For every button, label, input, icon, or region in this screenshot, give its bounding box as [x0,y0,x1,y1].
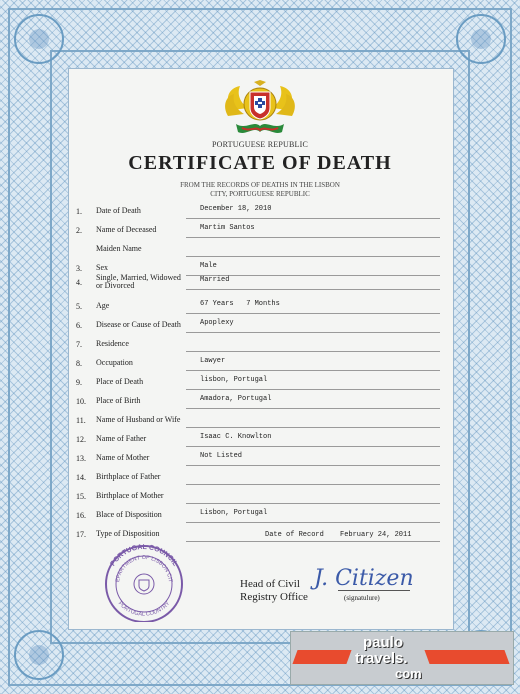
field-number: 17. [76,530,86,539]
site-watermark [290,631,514,685]
seal-bottom-text: PORTUGAL COUNTRY [116,600,172,618]
field-underline [186,446,440,447]
field-label: Sex [96,263,108,272]
field-label: Residence [96,339,129,348]
field-underline [186,289,440,290]
field-underline [186,389,440,390]
field-number: 12. [76,435,86,444]
field-number: 8. [76,359,82,368]
signature-line [338,590,410,591]
field-row [76,433,440,449]
field-value: 67 Years 7 Months [200,300,280,308]
field-value: lisbon, Portugal [200,376,268,384]
watermark-text-2: travels. [355,650,408,667]
page-title: CERTIFICATE OF DEATH [128,152,392,174]
field-row [76,357,440,373]
field-label: Maiden Name [96,244,142,253]
field-number: 10. [76,397,86,406]
field-label: Disease or Cause of Death [96,320,181,329]
corner-ornament-bottom-left [14,630,64,680]
watermark-text-1: paulo [363,634,403,651]
svg-text:PORTUGAL COUNTRY [117,600,172,617]
field-label: Name of Father [96,434,147,443]
field-value: Not Listed [200,452,243,460]
coat-of-arms-icon [218,80,302,140]
field-number: 2. [76,226,82,235]
field-label: Birthplace of Mother [96,491,164,500]
watermark-text-3: com [395,666,422,681]
field-row [76,376,440,392]
field-underline [186,503,440,504]
field-label: Name of Husband or Wife [96,415,181,424]
field-row [76,509,440,525]
watermark-stripe-right [424,650,509,664]
field-row [76,273,440,292]
field-underline [186,351,440,352]
field-number: 1. [76,207,82,216]
field-row [76,395,440,411]
field-number: 7. [76,340,82,349]
field-label: Age [96,301,110,310]
registrar-signature: J. Citizen [314,566,414,591]
field-label: Place of Birth [96,396,141,405]
field-underline [186,237,440,238]
field-value: Apoplexy [200,319,234,327]
field-underline [186,408,440,409]
field-row [76,414,440,430]
records-source-line-2: CITY, PORTUGUESE REPUBLIC [210,190,310,198]
signature-caption: (signatulure) [344,594,380,602]
field-number: 14. [76,473,86,482]
official-seal-stamp [95,542,193,622]
field-underline [186,522,440,523]
field-number: 9. [76,378,82,387]
field-number: 15. [76,492,86,501]
field-row [76,452,440,468]
field-underline [186,313,440,314]
field-underline [186,484,440,485]
field-underline [186,465,440,466]
field-underline [186,218,440,219]
field-value: December 18, 2010 [200,205,272,213]
field-value: Lawyer [200,357,226,365]
seal-middle-text: EPARTMENT OF LISBON CIT [115,554,173,583]
field-number: 5. [76,302,82,311]
field-label: Single, Married, Widowed or Divorced [96,273,181,290]
registrar-title-line-1: Head of Civil [240,578,300,590]
field-value: Isaac C. Knowlton [200,433,272,441]
field-row [76,243,440,259]
field-underline [186,332,440,333]
field-number: 3. [76,264,82,273]
field-row [76,224,440,240]
corner-ornament-top-right [456,14,506,64]
field-label: Blace of Disposition [96,510,162,519]
field-label: Occupation [96,358,133,367]
field-number: 11. [76,416,86,425]
field-number: 4. [76,278,82,287]
date-of-record-value: February 24, 2011 [340,531,412,539]
field-underline [186,370,440,371]
field-label: Type of Disposition [96,529,160,538]
field-row [76,319,440,335]
field-value: Male [200,262,217,270]
field-label: Name of Deceased [96,225,157,234]
field-label: Name of Mother [96,453,150,462]
watermark-stripe-left [292,650,351,664]
date-of-record-label: Date of Record [265,531,324,539]
field-row [76,490,440,506]
field-underline [186,427,440,428]
field-row [76,338,440,354]
field-label: Date of Death [96,206,141,215]
field-underline [186,541,440,542]
field-value: Lisbon, Portugal [200,509,268,517]
field-underline [186,256,440,257]
records-source-line-1: FROM THE RECORDS OF DEATHS IN THE LISBON [180,181,340,189]
field-row [76,205,440,221]
field-value: Martim Santos [200,224,255,232]
field-number: 13. [76,454,86,463]
field-value: Married [200,276,230,284]
field-label: Birthplace of Father [96,472,161,481]
field-row [76,471,440,487]
field-row [76,300,440,316]
republic-heading: PORTUGUESE REPUBLIC [212,140,308,149]
field-number: 16. [76,511,86,520]
field-label: Place of Death [96,377,144,386]
field-value: Amadora, Portugal [200,395,272,403]
registrar-title-line-2: Registry Office [240,591,308,603]
seal-top-text: PORTUGAL COUNCIL [109,543,179,568]
field-number: 6. [76,321,82,330]
corner-ornament-top-left [14,14,64,64]
